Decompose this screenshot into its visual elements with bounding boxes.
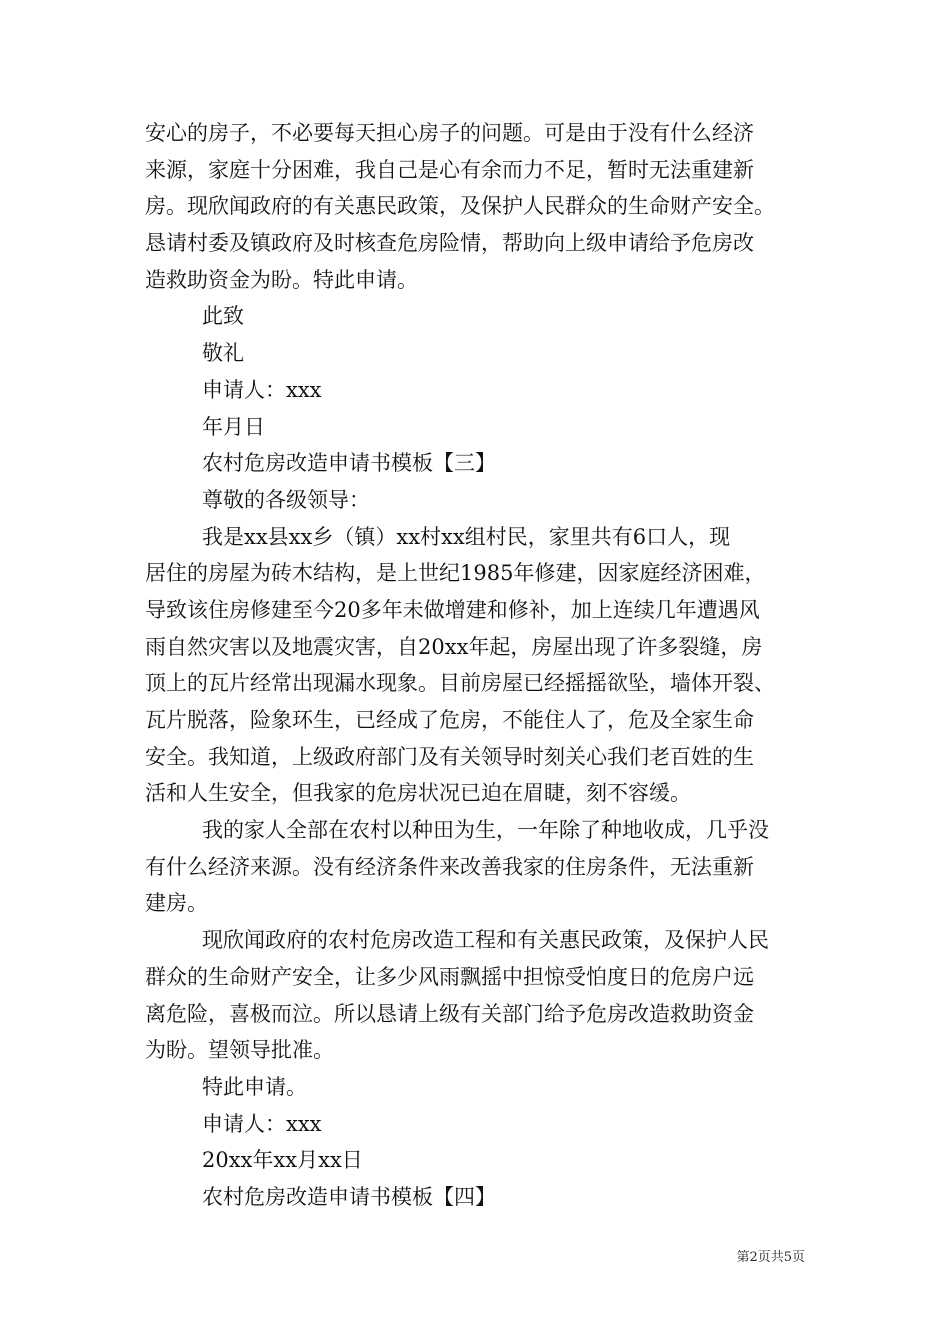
section-heading: 农村危房改造申请书模板【三】 <box>202 451 496 476</box>
body-line: 为盼。望领导批准。 <box>145 1038 334 1063</box>
date-line: 20xx年xx月xx日 <box>202 1148 363 1173</box>
body-line: 来源，家庭十分困难，我自己是心有余而力不足，暂时无法重建新 <box>145 157 754 182</box>
body-line: 离危险，喜极而泣。所以恳请上级有关部门给予危房改造救助资金 <box>145 1001 754 1026</box>
body-line: 造救助资金为盼。特此申请。 <box>145 267 418 292</box>
salutation-line: 敬礼 <box>202 341 244 366</box>
paragraph-start: 我的家人全部在农村以种田为生，一年除了种地收成，几乎没 <box>202 818 769 843</box>
body-line: 安心的房子，不必要每天担心房子的问题。可是由于没有什么经济 <box>145 121 754 145</box>
greeting-line: 尊敬的各级领导： <box>202 487 370 512</box>
body-line: 房。现欣闻政府的有关惠民政策，及保护人民群众的生命财产安全。 <box>145 194 775 219</box>
body-line: 居住的房屋为砖木结构，是上世纪1985年修建，因家庭经济困难， <box>145 561 766 586</box>
body-line: 顶上的瓦片经常出现漏水现象。目前房屋已经摇摇欲坠，墙体开裂、 <box>145 671 775 696</box>
body-line: 安全。我知道，上级政府部门及有关领导时刻关心我们老百姓的生 <box>145 744 754 769</box>
body-line: 群众的生命财产安全，让多少风雨飘摇中担惊受怕度日的危房户远 <box>145 964 754 989</box>
document-body <box>145 115 810 1216</box>
body-line: 瓦片脱落，险象环生，已经成了危房，不能住人了，危及全家生命 <box>145 708 754 732</box>
date-line: 年月日 <box>202 414 265 439</box>
body-line: 雨自然灾害以及地震灾害，自20xx年起，房屋出现了许多裂缝，房 <box>145 634 763 659</box>
page-indicator: 第2页共5页 <box>736 1250 805 1265</box>
applicant-line: 申请人：xxx <box>202 377 322 402</box>
body-line: 活和人生安全，但我家的危房状况已迫在眉睫，刻不容缓。 <box>145 781 691 806</box>
body-line: 导致该住房修建至今20多年未做增建和修补，加上连续几年遭遇风 <box>145 597 760 622</box>
applicant-line: 申请人：xxx <box>202 1111 322 1136</box>
body-line: 恳请村委及镇政府及时核查危房险情，帮助向上级申请给予危房改 <box>145 231 754 256</box>
body-line: 有什么经济来源。没有经济条件来改善我家的住房条件，无法重新 <box>145 854 754 879</box>
body-line: 建房。 <box>145 891 208 916</box>
closing-line: 特此申请。 <box>202 1074 307 1099</box>
section-heading: 农村危房改造申请书模板【四】 <box>202 1184 496 1209</box>
closing-line: 此致 <box>202 304 244 329</box>
paragraph-start: 现欣闻政府的农村危房改造工程和有关惠民政策，及保护人民 <box>202 928 769 953</box>
paragraph-start: 我是xx县xx乡（镇）xx村xx组村民，家里共有6口人，现 <box>202 524 731 549</box>
